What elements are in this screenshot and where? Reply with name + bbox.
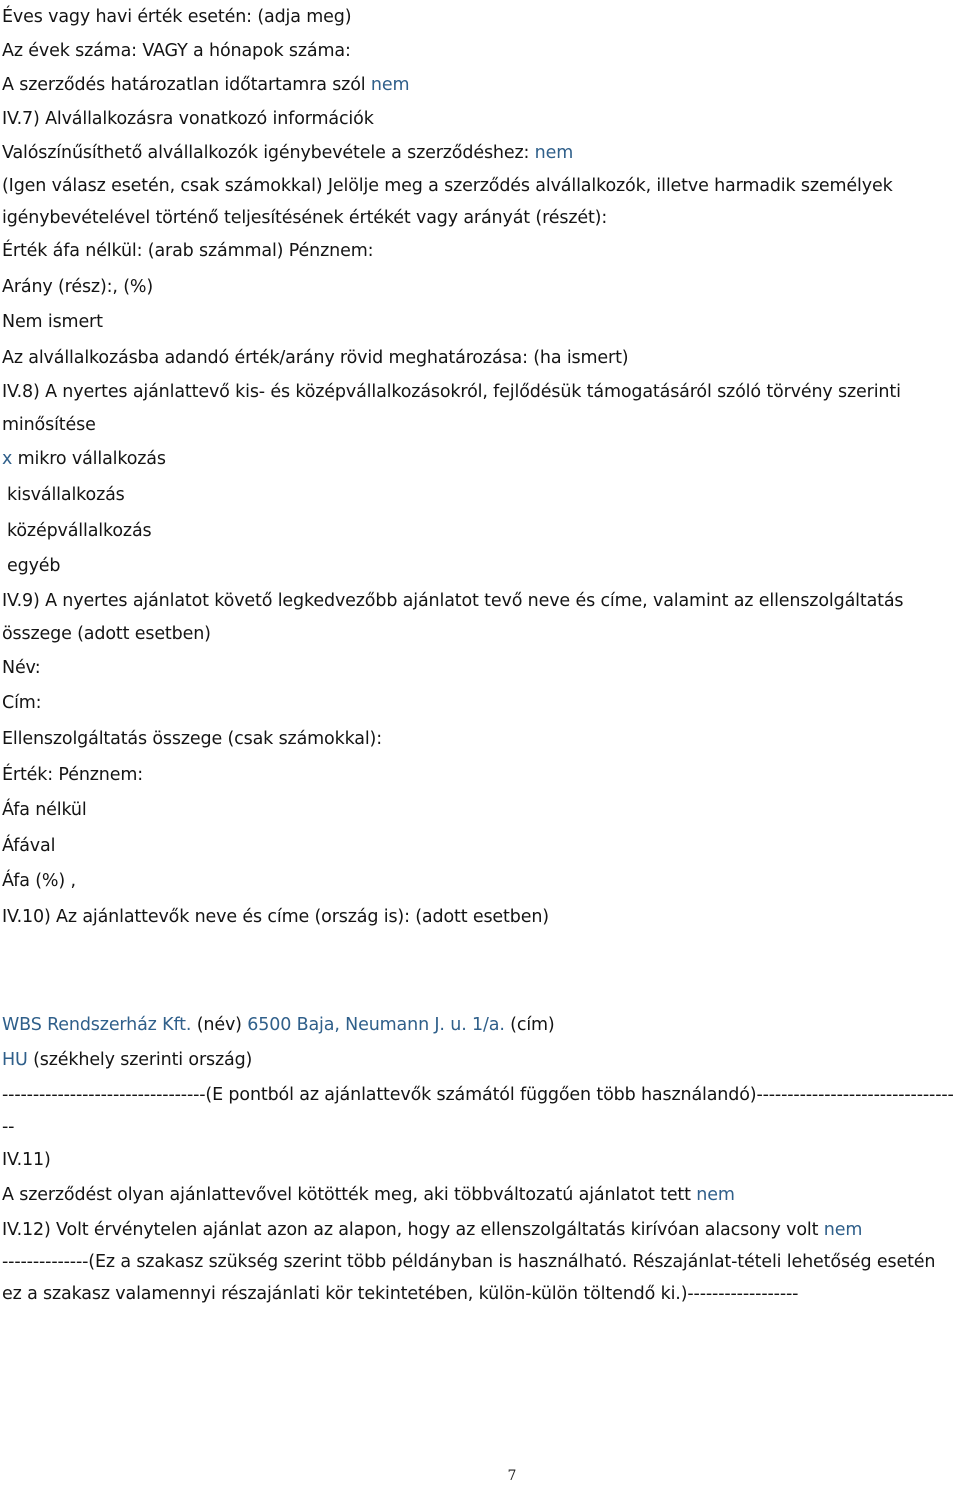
section-repeat-note: --------------(Ez a szakasz szükség szerint több példányban is használható. Részajánlat-tételi lehetőség esetén ez a szakasz valamennyi részajánlati kör tekintetében, külön-külön töltendő ki.)------------------ [2, 1251, 936, 1304]
indefinite-duration-label: A szerződés határozatlan időtartamra szól [2, 75, 366, 95]
indefinite-duration-value: nem [370, 75, 410, 95]
vat-percent-line: Áfa (%) , [2, 871, 76, 892]
section-iv8-heading: IV.8) A nyertes ajánlattevő kis- és középvállalkozásokról, fejlődésük támogatásáról szóló törvény szerinti minősítése [2, 382, 901, 436]
micro-enterprise-label: mikro vállalkozás [17, 449, 166, 470]
page-number: 7 [507, 1468, 517, 1484]
other-enterprise-option: egyéb [7, 556, 61, 577]
bidder-country-line [2, 1043, 958, 1079]
subcontractor-likely-line [2, 136, 958, 170]
small-enterprise-option: kisvállalkozás [7, 484, 125, 505]
bidder-name-tag: (név) [196, 1014, 242, 1035]
blank-gap [2, 936, 958, 1008]
value-without-vat-line: Érték áfa nélkül: (arab számmal) Pénznem: [2, 241, 374, 261]
bidder-country-tag: (székhely szerinti ország) [33, 1050, 253, 1071]
address-line: Cím: [2, 693, 42, 714]
variant-bid-value: nem [696, 1185, 735, 1206]
section-iv12-paragraph [2, 1214, 958, 1246]
name-line: Név: [2, 657, 41, 678]
section-iv11-heading: IV.11) [2, 1149, 51, 1170]
subcontract-share-paragraph: (Igen válasz esetén, csak számokkal) Jelölje meg a szerződés alvállalkozók, illetve harmadik személyek igénybevételével történő teljesítésének értékét vagy arányát (részét): [2, 176, 893, 228]
without-vat-line: Áfa nélkül [2, 800, 87, 821]
section-iv9-heading: IV.9) A nyertes ajánlatot követő legkedvezőbb ajánlatot tevő neve és címe, valamint az ellenszolgáltatás összege (adott esetben) [2, 590, 904, 644]
years-months-line: Az évek száma: VAGY a hónapok száma: [2, 41, 351, 61]
subcontractor-likely-value: nem [534, 143, 574, 163]
bidder-address-tag: (cím) [510, 1014, 555, 1035]
not-known-line: Nem ismert [2, 312, 103, 333]
medium-enterprise-option: középvállalkozás [7, 520, 152, 541]
section-iv7-heading: IV.7) Alvállalkozásra vonatkozó információk [2, 109, 374, 129]
share-percent-line: Arány (rész):, (%) [2, 276, 154, 297]
bidder-name-address-line [2, 1008, 958, 1044]
bidder-address: 6500 Baja, Neumann J. u. 1/a. [247, 1014, 505, 1035]
with-vat-line: Áfával [2, 835, 56, 856]
annual-monthly-value-line: Éves vagy havi érték esetén: (adja meg) [2, 7, 352, 27]
bidder-name: WBS Rendszerház Kft. [2, 1014, 192, 1035]
subcontract-description-line: Az alvállalkozásba adandó érték/arány rövid meghatározása: (ha ismert) [2, 347, 629, 368]
indefinite-duration-line [2, 68, 958, 102]
micro-enterprise-option [2, 442, 958, 478]
subcontractor-likely-label: Valószínűsíthető alvállalkozók igénybevétele a szerződéshez: [2, 143, 530, 163]
consideration-amount-line: Ellenszolgáltatás összege (csak számokkal): [2, 728, 382, 749]
section-iv10-heading: IV.10) Az ajánlattevők neve és címe (ország is): (adott esetben) [2, 906, 549, 927]
bidder-country: HU [2, 1050, 28, 1071]
abnormally-low-bid-value: nem [823, 1219, 863, 1240]
variant-bid-line [2, 1178, 958, 1214]
bidder-repeat-note: ---------------------------------(E pontból az ajánlattevők számától függően több használandó)---------------------------------- [2, 1084, 954, 1137]
micro-enterprise-mark: x [2, 449, 13, 470]
abnormally-low-bid-label: IV.12) Volt érvénytelen ajánlat azon az alapon, hogy az ellenszolgáltatás kirívóan alacsony volt [2, 1219, 819, 1240]
variant-bid-label: A szerződést olyan ajánlattevővel kötötték meg, aki többváltozatú ajánlatot tett [2, 1185, 691, 1206]
value-currency-line: Érték: Pénznem: [2, 764, 143, 785]
